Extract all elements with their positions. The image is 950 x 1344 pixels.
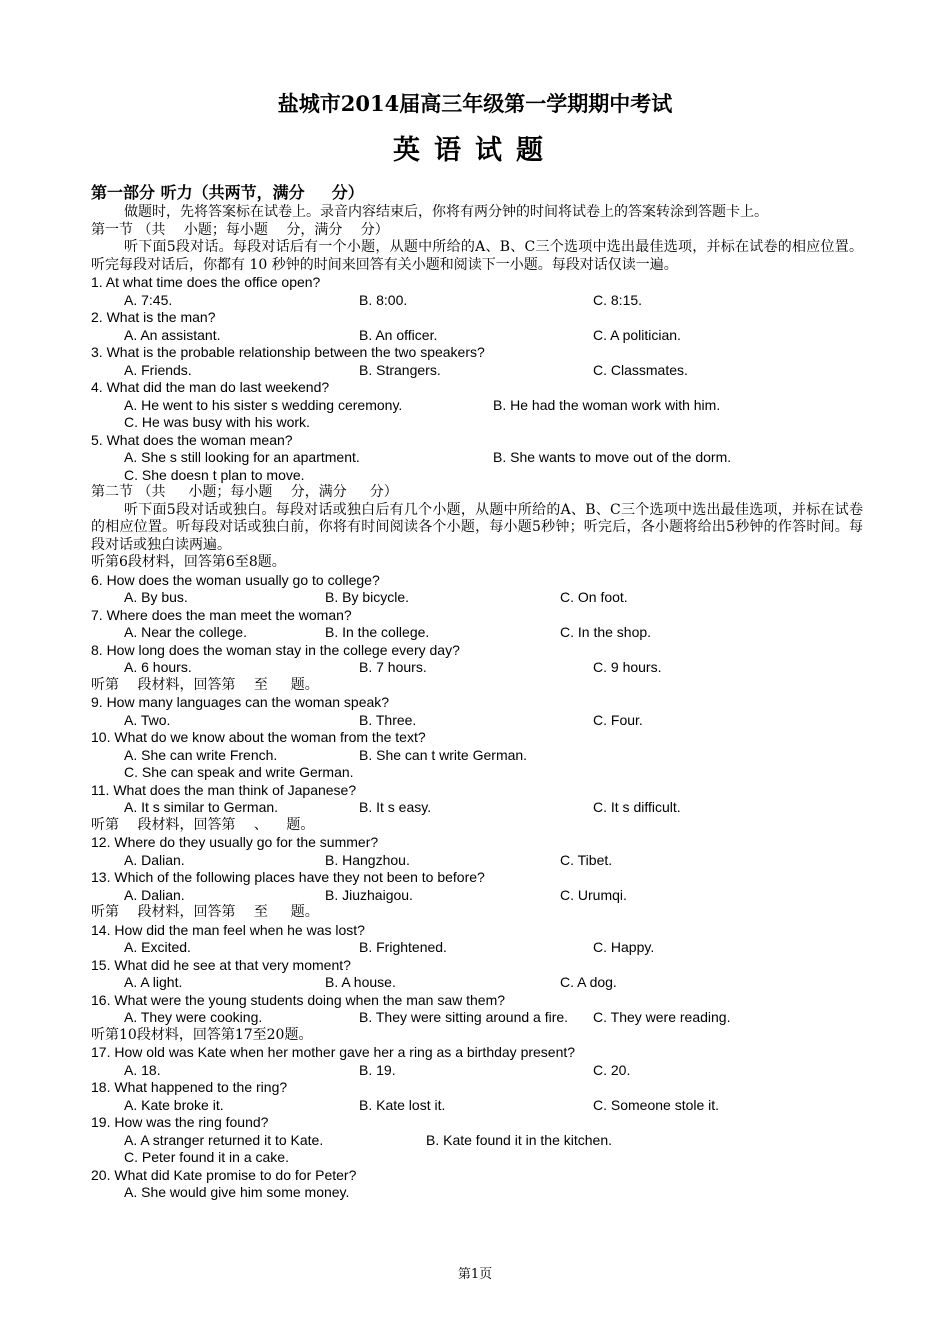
- option-b: B. 7 hours.: [359, 659, 427, 675]
- group-heading: 听第 段材料，回答第 至 题。: [91, 904, 319, 920]
- option-b: B. In the college.: [325, 624, 430, 640]
- option-a: A. Dalian.: [124, 851, 185, 868]
- question-options: [91, 939, 863, 957]
- option-c: C. Happy.: [593, 939, 655, 955]
- page-number: 第1页: [457, 1267, 493, 1282]
- option-a: A. A stranger returned it to Kate.: [124, 1131, 324, 1148]
- question-options: [91, 1097, 863, 1115]
- option-b: B. An officer.: [359, 326, 438, 343]
- question-options: [91, 1184, 863, 1202]
- option-a: A. She would give him some money.: [124, 1184, 350, 1200]
- group-heading: 听第10段材料，回答第17至20题。: [91, 1026, 313, 1043]
- question-stem: 15. What did he see at that very moment?: [91, 956, 351, 973]
- question-options: [91, 1062, 863, 1080]
- option-c: C. Tibet.: [560, 851, 613, 868]
- question-options: [91, 327, 863, 345]
- question-options: [91, 764, 863, 782]
- section2-instructions: 听下面5段对话或独白。每段对话或独白后有几个小题，从题中所给的A、B、C三个选项中选出最佳选项，并标在试卷的相应位置。听每段对话或独白前，你将有时间阅读各个小题，每小题5秒钟；听完后，各小题将给出5秒钟的作答时间。每段对话或独白读两遍。: [91, 501, 863, 553]
- option-b: B. 8:00.: [359, 291, 408, 308]
- option-a: A. Excited.: [124, 939, 191, 955]
- question-options: [91, 1149, 863, 1167]
- option-b: B. She wants to move out of the dorm.: [493, 449, 732, 465]
- question-options: [91, 414, 863, 432]
- option-b: B. Kate found it in the kitchen.: [426, 1131, 613, 1148]
- option-a: A. It s similar to German.: [124, 799, 279, 815]
- option-b: B. A house.: [325, 974, 396, 990]
- question-stem: 18. What happened to the ring?: [91, 1079, 288, 1095]
- option-c: C. He was busy with his work.: [124, 414, 310, 430]
- option-a: A. Friends.: [124, 361, 192, 378]
- question-stem: 12. Where do they usually go for the summer?: [91, 834, 379, 850]
- option-c: C. A politician.: [593, 326, 681, 343]
- option-b: B. It s easy.: [359, 799, 432, 815]
- option-a: A. Near the college.: [124, 624, 247, 640]
- exam-subtitle: 英语试题: [393, 135, 557, 166]
- part1-instructions: 做题时，先将答案标在试卷上。录音内容结束后，你将有两分钟的时间将试卷上的答案转涂到答题卡上。: [124, 204, 768, 220]
- option-a: A. Dalian.: [124, 886, 185, 903]
- option-c: C. Four.: [593, 711, 643, 728]
- question-options: [91, 1132, 863, 1150]
- option-c: C. Someone stole it.: [593, 1096, 720, 1113]
- option-a: A. Kate broke it.: [124, 1096, 224, 1113]
- question-stem: 11. What does the man think of Japanese?: [91, 781, 357, 798]
- question-options: [91, 467, 863, 485]
- option-a: A. By bus.: [124, 589, 188, 605]
- question-options: [91, 974, 863, 992]
- option-c: C. She doesn t plan to move.: [124, 466, 305, 483]
- group-heading: 听第 段材料，回答第 、 题。: [91, 816, 315, 833]
- question-options: [91, 799, 863, 817]
- exam-title: 盐城市2014届高三年级第一学期期中考试: [277, 91, 673, 116]
- question-stem: 6. How does the woman usually go to college?: [91, 571, 380, 588]
- option-a: A. She can write French.: [124, 746, 278, 763]
- option-b: B. Strangers.: [359, 361, 441, 378]
- question-options: [91, 747, 863, 765]
- option-c: C. Classmates.: [593, 361, 688, 378]
- question-options: [91, 712, 863, 730]
- section2-heading: 第二节 （共 小题；每小题 分，满分 分）: [91, 484, 398, 500]
- question-options: [91, 449, 863, 467]
- option-b: B. Three.: [359, 711, 417, 728]
- option-c: C. 9 hours.: [593, 659, 662, 675]
- question-options: [91, 852, 863, 870]
- exam-content: [91, 182, 863, 1202]
- question-stem: 3. What is the probable relationship between the two speakers?: [91, 344, 485, 360]
- question-options: [91, 624, 863, 642]
- group-heading: 听第6段材料，回答第6至8题。: [91, 554, 286, 570]
- question-stem: 10. What do we know about the woman from the text?: [91, 729, 426, 745]
- question-options: [91, 659, 863, 677]
- option-a: A. She s still looking for an apartment.: [124, 449, 360, 465]
- option-b: B. By bicycle.: [325, 589, 410, 605]
- option-a: A. They were cooking.: [124, 1009, 263, 1025]
- option-b: B. They were sitting around a fire.: [359, 1009, 569, 1025]
- option-b: B. Frightened.: [359, 939, 447, 955]
- option-a: A. He went to his sister s wedding ceremony.: [124, 396, 403, 413]
- option-a: A. A light.: [124, 974, 183, 990]
- question-options: [91, 1009, 863, 1027]
- option-a: A. 18.: [124, 1061, 161, 1078]
- question-options: [91, 362, 863, 380]
- question-stem: 13. Which of the following places have they not been to before?: [91, 869, 485, 885]
- option-b: B. Kate lost it.: [359, 1096, 446, 1113]
- question-stem: 8. How long does the woman stay in the college every day?: [91, 641, 460, 658]
- option-b: B. 19.: [359, 1061, 396, 1078]
- group-heading: 听第 段材料，回答第 至 题。: [91, 676, 319, 693]
- option-c: C. She can speak and write German.: [124, 764, 354, 780]
- question-stem: 7. Where does the man meet the woman?: [91, 606, 352, 623]
- option-c: C. Urumqi.: [560, 886, 627, 903]
- option-c: C. 8:15.: [593, 291, 643, 308]
- question-stem: 20. What did Kate promise to do for Peter?: [91, 1166, 357, 1183]
- option-a: A. 7:45.: [124, 291, 173, 308]
- question-stem: 19. How was the ring found?: [91, 1114, 269, 1130]
- option-a: A. 6 hours.: [124, 659, 192, 675]
- option-c: C. Peter found it in a cake.: [124, 1149, 289, 1165]
- option-c: C. They were reading.: [593, 1009, 731, 1025]
- option-a: A. An assistant.: [124, 326, 221, 343]
- option-c: C. In the shop.: [560, 624, 652, 640]
- option-c: C. A dog.: [560, 974, 617, 990]
- option-b: B. He had the woman work with him.: [493, 396, 721, 413]
- question-stem: 9. How many languages can the woman speak?: [91, 694, 390, 710]
- option-a: A. Two.: [124, 711, 171, 728]
- option-b: B. Hangzhou.: [325, 851, 410, 868]
- question-stem: 17. How old was Kate when her mother gave her a ring as a birthday present?: [91, 1044, 576, 1060]
- question-options: [91, 589, 863, 607]
- part1-heading: 第一部分 听力（共两节，满分 分）: [91, 183, 364, 202]
- section1-heading: 第一节 （共 小题；每小题 分，满分 分）: [91, 221, 389, 238]
- question-options: [91, 292, 863, 310]
- option-b: B. She can t write German.: [359, 746, 528, 763]
- question-stem: 1. At what time does the office open?: [91, 274, 321, 290]
- option-b: B. Jiuzhaigou.: [325, 886, 413, 903]
- question-options: [91, 397, 863, 415]
- question-stem: 5. What does the woman mean?: [91, 431, 293, 448]
- question-stem: 2. What is the man?: [91, 309, 216, 325]
- question-stem: 16. What were the young students doing when the man saw them?: [91, 991, 506, 1008]
- question-stem: 4. What did the man do last weekend?: [91, 379, 330, 395]
- section1-instructions: 听下面5段对话。每段对话后有一个小题，从题中所给的A、B、C三个选项中选出最佳选项，并标在试卷的相应位置。听完每段对话后，你都有 10 秒钟的时间来回答有关小题和阅读下一小题。每段对话仅读一遍。: [91, 239, 863, 273]
- question-options: [91, 887, 863, 905]
- option-c: C. 20.: [593, 1061, 631, 1078]
- option-c: C. It s difficult.: [593, 799, 681, 815]
- option-c: C. On foot.: [560, 589, 628, 605]
- question-stem: 14. How did the man feel when he was lost?: [91, 921, 365, 938]
